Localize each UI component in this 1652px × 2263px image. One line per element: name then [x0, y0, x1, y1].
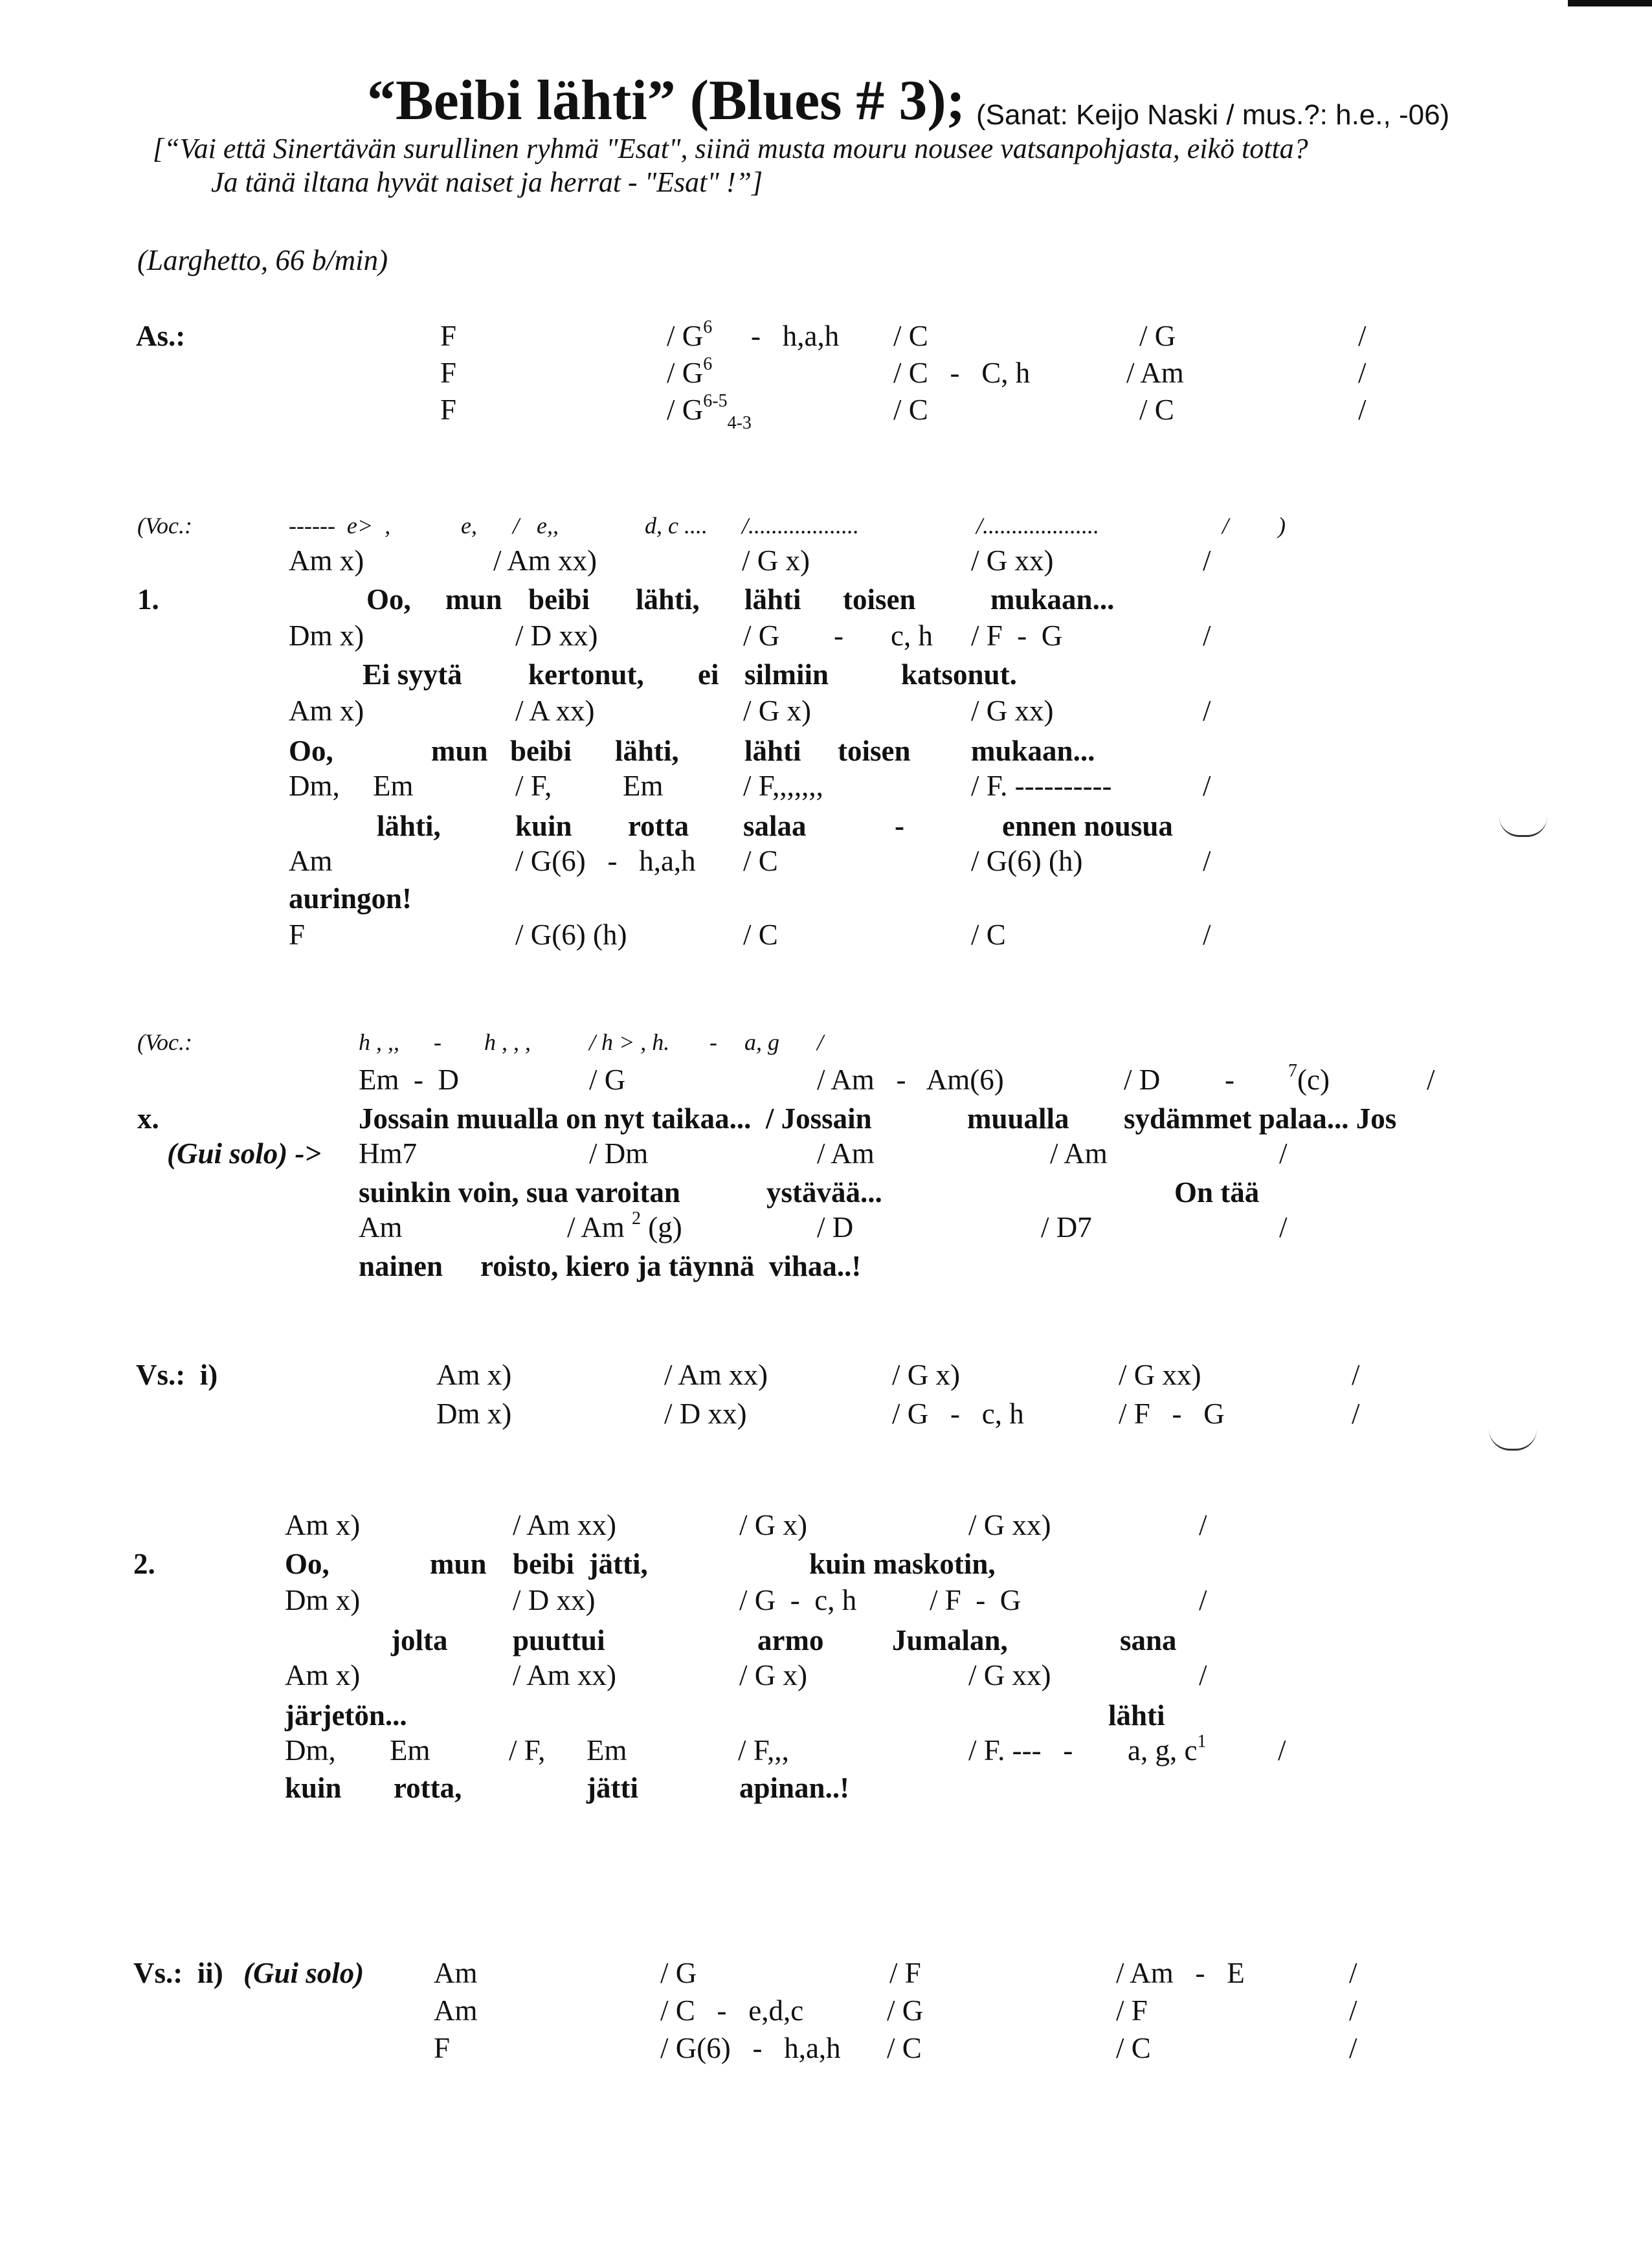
bar-line: /: [1203, 544, 1211, 577]
chord-root: / G: [667, 357, 704, 389]
voc-label: (Voc.:: [137, 1029, 192, 1055]
lyric: kertonut,: [528, 658, 644, 691]
lyric: Oo,: [285, 1548, 329, 1580]
melody-notes: -: [709, 1029, 717, 1055]
page-edge-mark: [1568, 0, 1652, 6]
lyric: Jossain muualla on nyt taikaa... / Jossain: [359, 1102, 872, 1135]
chord: / Am xx): [513, 1659, 617, 1691]
chord: / G x): [739, 1659, 807, 1691]
chord: / C: [887, 2032, 922, 2064]
chord: Dm x): [285, 1584, 361, 1616]
pencil-mark: [1499, 817, 1547, 837]
lyric: lähti: [1108, 1699, 1165, 1732]
lyric: toisen: [838, 735, 911, 767]
gui-solo-marker: (Gui solo) ->: [167, 1137, 322, 1170]
chord: / Am xx): [513, 1509, 617, 1541]
lyric: sydämmet palaa... Jos: [1124, 1102, 1397, 1135]
chord: Em - D: [359, 1064, 459, 1096]
lyric: puuttui: [513, 1624, 605, 1656]
lyric: lähti: [744, 735, 801, 767]
lyric: järjetön...: [285, 1699, 407, 1732]
lyric: mukaan...: [990, 583, 1115, 616]
lyric: toisen: [843, 583, 916, 616]
chord-root: / G: [667, 320, 704, 352]
verse-number: 2.: [133, 1548, 155, 1580]
bar-line: /: [1199, 1659, 1207, 1691]
chord: / F,: [515, 770, 552, 802]
bar-line: /: [1358, 394, 1367, 426]
chord: / D xx): [515, 619, 598, 652]
chord: Dm x): [436, 1398, 512, 1430]
melody-notes: /...................: [742, 513, 860, 539]
lyric: beibi jätti,: [513, 1548, 648, 1580]
bar-line: /: [1278, 1734, 1286, 1767]
lyric: ei: [698, 658, 719, 691]
lyric: Jumalan,: [892, 1624, 1008, 1656]
lyric: mun: [430, 1548, 487, 1580]
chord: Am x): [289, 695, 364, 727]
chord: F: [440, 357, 457, 389]
chord: / C: [743, 845, 778, 877]
chord: / Am - Am(6): [817, 1064, 1004, 1096]
chord: Am: [359, 1211, 403, 1243]
chord: / G xx): [971, 695, 1054, 727]
melody-notes: a, g: [744, 1029, 779, 1055]
chord-superscript: 6: [703, 354, 713, 374]
chord: Dm x): [289, 619, 364, 652]
bar-line: /: [1349, 2032, 1357, 2064]
intro-label: As.:: [136, 320, 186, 352]
lyric: lähti: [744, 583, 801, 616]
chord: / Am xx): [493, 544, 597, 577]
passing-notes: -: [834, 619, 843, 652]
chord: / C: [893, 320, 928, 352]
chord-root: / Am: [567, 1211, 625, 1243]
melody-notes: d, c ....: [645, 513, 708, 539]
chord: / A xx): [515, 695, 595, 727]
chord: / F: [1116, 1994, 1148, 2027]
lyric: jätti: [586, 1772, 638, 1804]
chord: / Am: [1050, 1137, 1108, 1170]
chord: [667, 354, 713, 389]
chord-root: / G: [667, 394, 704, 426]
chord: F: [434, 2032, 451, 2064]
lyric: ennen nousua: [1002, 810, 1173, 842]
melody-notes: /....................: [976, 513, 1100, 539]
chord: / C - e,d,c: [660, 1994, 804, 2027]
lyric: roisto, kiero ja täynnä vihaa..!: [480, 1250, 862, 1282]
bar-line: /: [1203, 695, 1211, 727]
chord: Am: [289, 845, 333, 877]
lyric: lähti,: [377, 810, 441, 842]
passing-notes: - h,a,h: [751, 320, 840, 352]
melody-notes: e,: [461, 513, 477, 539]
intro-quote-line2: Ja tänä iltana hyvät naiset ja herrat - "Esat" !”]: [211, 166, 763, 198]
chord-superscript: 7: [1288, 1061, 1297, 1081]
bar-line: /: [1279, 1137, 1288, 1170]
chord: Am: [434, 1957, 478, 1989]
bar-line: /: [1203, 619, 1211, 652]
lyric: nainen: [359, 1250, 443, 1282]
bar-line: /: [1199, 1584, 1207, 1616]
chord: / F,,,,,,,: [743, 770, 823, 802]
chord: / G x): [742, 544, 810, 577]
chord: / G x): [743, 695, 811, 727]
lyric: Oo,: [366, 583, 411, 616]
bar-line: /: [1199, 1509, 1207, 1541]
lyric: On tää: [1174, 1176, 1260, 1209]
chord: [1288, 1061, 1330, 1096]
section-number: x.: [137, 1102, 159, 1135]
interlude-label: Vs.: ii): [133, 1957, 223, 1989]
pencil-mark: [1489, 1429, 1537, 1451]
bar-line: /: [1203, 845, 1211, 877]
melody-notes: ------ e> ,: [289, 513, 391, 539]
lyric: jolta: [391, 1624, 448, 1656]
octave-mark: 1: [1197, 1732, 1207, 1752]
interlude-label: Vs.: i): [136, 1359, 218, 1391]
lyric: silmiin: [744, 658, 829, 691]
chord: / G xx): [968, 1509, 1051, 1541]
chord-superscript: 6: [703, 317, 713, 337]
chord: / Am xx): [664, 1359, 768, 1391]
chord: / G(6) - h,a,h: [660, 2032, 841, 2064]
chord: / C - C, h: [893, 357, 1031, 389]
chord: / Dm: [589, 1137, 649, 1170]
chord: / D: [817, 1211, 854, 1243]
bar-line: /: [1352, 1359, 1360, 1391]
chord: / G(6) (h): [515, 919, 627, 951]
lyric: suinkin voin, sua varoitan: [359, 1176, 680, 1209]
chord-superscript: 2: [632, 1209, 642, 1229]
lyric: rotta,: [394, 1772, 462, 1804]
lyric: salaa: [743, 810, 807, 842]
chord: F: [440, 394, 457, 426]
chord: / F. --- -: [968, 1734, 1073, 1767]
lyric: Ei syytä: [363, 658, 462, 691]
lyric: armo: [757, 1624, 824, 1656]
chord: Em: [623, 770, 664, 802]
chord: / G x): [892, 1359, 960, 1391]
lyric: beibi: [510, 735, 572, 767]
chord: / G: [743, 619, 780, 652]
bar-line: /: [1222, 513, 1229, 539]
chord: F: [440, 320, 457, 352]
passing-notes: [1128, 1732, 1207, 1767]
chord: / Am - E: [1116, 1957, 1245, 1989]
chord: / G: [589, 1064, 626, 1096]
bar-line: /: [1352, 1398, 1360, 1430]
chord: / F. ----------: [971, 770, 1112, 802]
lyric: -: [895, 810, 904, 842]
lyric: auringon!: [289, 882, 412, 915]
voc-label: (Voc.:: [137, 513, 192, 539]
chord: / F - G: [930, 1584, 1021, 1616]
lyric: muualla: [967, 1102, 1069, 1135]
chord: / C: [1139, 394, 1174, 426]
chord-bass: (c): [1297, 1064, 1330, 1096]
lyric: mun: [431, 735, 488, 767]
lyric: lähti,: [636, 583, 700, 616]
chord: / G(6) - h,a,h: [515, 845, 696, 877]
lyric: beibi: [528, 583, 590, 616]
chord: [667, 317, 713, 352]
chord: / G: [660, 1957, 697, 1989]
chord: / G(6) (h): [971, 845, 1083, 877]
melody-notes: h , , ,: [484, 1029, 531, 1055]
chord: / F,,,: [738, 1734, 789, 1767]
chord: Am x): [436, 1359, 512, 1391]
chord: / C: [743, 919, 778, 951]
chord: / C: [1116, 2032, 1151, 2064]
chord: / F,: [509, 1734, 546, 1767]
chord: / F - G: [1119, 1398, 1225, 1430]
melody-notes: h , ,,: [359, 1029, 399, 1055]
lyric: sana: [1120, 1624, 1177, 1656]
bar-line: /: [1349, 1957, 1357, 1989]
bar-line: /: [1203, 919, 1211, 951]
chord: / G x): [739, 1509, 807, 1541]
chord-bass: (g): [648, 1211, 682, 1243]
chord: [667, 391, 752, 433]
lyric: rotta: [628, 810, 689, 842]
song-title: “Beibi lähti” (Blues # 3);: [367, 69, 966, 132]
lyric: katsonut.: [901, 658, 1017, 691]
chord: / F: [889, 1957, 921, 1989]
verse-number: 1.: [137, 583, 159, 616]
bar-line: /: [1349, 1994, 1357, 2027]
bar-line: /: [817, 1029, 824, 1055]
lyric: mukaan...: [971, 735, 1095, 767]
lyric: mun: [445, 583, 502, 616]
bar-line: /: [1358, 320, 1367, 352]
melody-notes: -: [434, 1029, 441, 1055]
chord: / G xx): [971, 544, 1054, 577]
chord: Em: [390, 1734, 430, 1767]
chord-superscript: 6-5: [703, 391, 728, 411]
bracket-close: ): [1278, 513, 1286, 539]
melody-notes: / h > , h.: [589, 1029, 670, 1055]
lyric: apinan..!: [739, 1772, 850, 1804]
chord: / G - c, h: [892, 1398, 1024, 1430]
chord: / C: [971, 919, 1006, 951]
song-credit: (Sanat: Keijo Naski / mus.?: h.e., -06): [976, 99, 1450, 131]
chord: Am x): [285, 1509, 361, 1541]
chord: / D xx): [513, 1584, 596, 1616]
lyric: kuin maskotin,: [809, 1548, 996, 1580]
intro-quote-line1: [“Vai että Sinertävän surullinen ryhmä "Esat", siinä musta mouru nousee vatsanpohjasta, eikö totta?: [153, 133, 1308, 164]
chord: Dm,: [285, 1734, 336, 1767]
lyric: Oo,: [289, 735, 333, 767]
chord: Em: [373, 770, 414, 802]
lyric: lähti,: [615, 735, 679, 767]
chord: / G xx): [968, 1659, 1051, 1691]
chord: / Am: [817, 1137, 875, 1170]
chord: Dm,: [289, 770, 340, 802]
chord: / G xx): [1119, 1359, 1201, 1391]
note-names: a, g, c: [1128, 1734, 1198, 1767]
lyric: ystävää...: [766, 1176, 882, 1209]
chord: / F - G: [971, 619, 1063, 652]
bar-line: /: [1279, 1211, 1288, 1243]
chord: / C: [893, 394, 928, 426]
chord: / D: [1124, 1064, 1161, 1096]
passing-notes: -: [1225, 1064, 1234, 1096]
chord: Am x): [289, 544, 364, 577]
chord: / G: [887, 1994, 924, 2027]
chord: Am: [434, 1994, 478, 2027]
gui-solo-marker: (Gui solo): [243, 1957, 364, 1989]
lyric: kuin: [515, 810, 572, 842]
bar-line: /: [1427, 1064, 1435, 1096]
passing-notes: c, h: [891, 619, 933, 652]
chord: F: [289, 919, 306, 951]
chord: Em: [586, 1734, 627, 1767]
chord: / Am: [1126, 357, 1184, 389]
chord: Am x): [285, 1659, 361, 1691]
chord-subscript: 4-3: [727, 413, 752, 433]
melody-notes: / e,,: [513, 513, 559, 539]
chord: / G - c, h: [739, 1584, 857, 1616]
lyric: kuin: [285, 1772, 342, 1804]
chord: / D7: [1041, 1211, 1092, 1243]
bar-line: /: [1203, 770, 1211, 802]
chord: [567, 1209, 682, 1243]
tempo-marking: (Larghetto, 66 b/min): [137, 244, 388, 276]
bar-line: /: [1358, 357, 1367, 389]
chord: Hm7: [359, 1137, 417, 1170]
chord: / G: [1139, 320, 1176, 352]
chord: / D xx): [664, 1398, 747, 1430]
